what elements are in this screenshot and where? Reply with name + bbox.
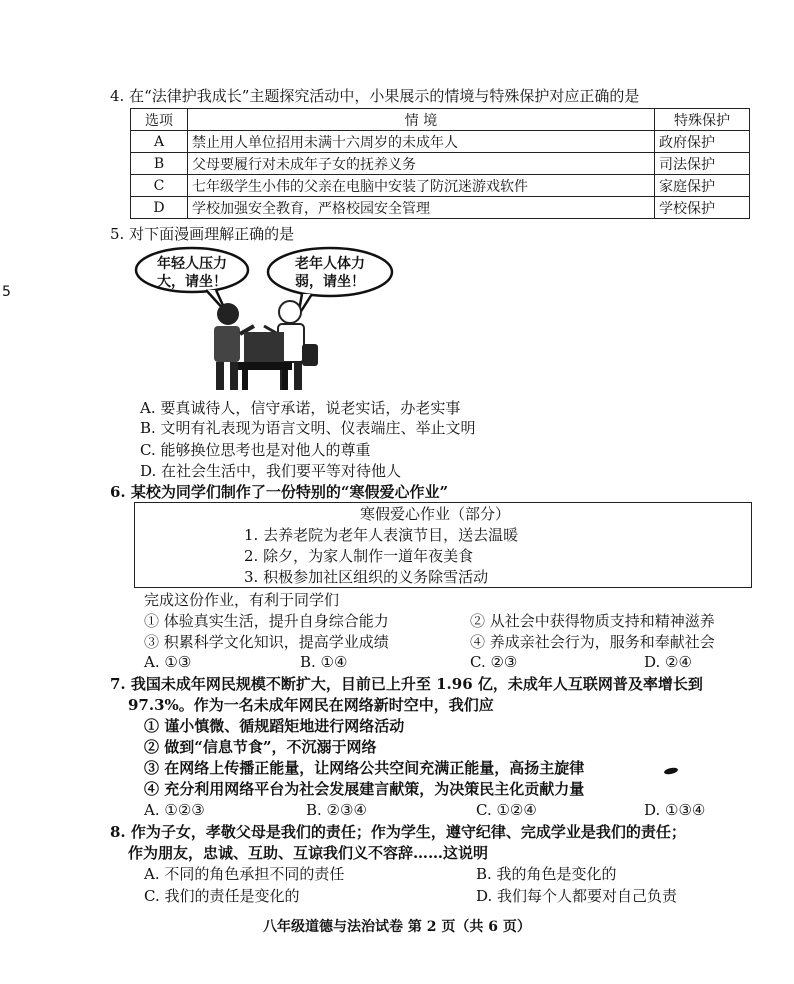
table-cell: 七年级学生小伟的父亲在电脑中安装了防沉迷游戏软件 bbox=[188, 175, 655, 197]
table-cell: 学校保护 bbox=[655, 197, 750, 219]
margin-mark: 5 bbox=[2, 284, 11, 300]
q5-option-d: D. 在社会生活中，我们要平等对待他人 bbox=[140, 462, 402, 480]
table-row bbox=[131, 153, 750, 175]
q7-choice-c: C. ①②④ bbox=[476, 801, 537, 819]
q7-choice-a: A. ①②③ bbox=[144, 801, 205, 819]
q6-item-3: ③ 积累科学文化知识，提高学业成绩 bbox=[144, 633, 389, 651]
table-cell: A bbox=[131, 131, 188, 153]
q6-choice-d: D. ②④ bbox=[644, 653, 692, 671]
q6-item-4: ④ 养成亲社会行为，服务和奉献社会 bbox=[470, 633, 715, 651]
table-cell: 政府保护 bbox=[655, 131, 750, 153]
right-speech-bubble bbox=[274, 255, 386, 291]
q7-item-2: ② 做到“信息节食”，不沉溺于网络 bbox=[144, 738, 377, 756]
q7-stem-line2: 97.3%。作为一名未成年网民在网络新时空中，我们应 bbox=[128, 696, 494, 714]
table-cell: 禁止用人单位招用未满十六周岁的未成年人 bbox=[188, 131, 655, 153]
q6-choice-b: B. ①④ bbox=[300, 653, 348, 671]
q7-item-4: ④ 充分利用网络平台为社会发展建言献策，为决策民主化贡献力量 bbox=[144, 780, 585, 798]
q5-option-c: C. 能够换位思考也是对他人的尊重 bbox=[140, 441, 371, 459]
q8-option-d: D. 我们每个人都要对自己负责 bbox=[476, 887, 678, 905]
q6-choice-a: A. ①③ bbox=[144, 653, 192, 671]
q7-stem-line1: 7. 我国未成年网民规模不断扩大，目前已上升至 1.96 亿，未成年人互联网普及率增长到 bbox=[110, 675, 703, 693]
q5-option-b: B. 文明有礼表现为语言文明、仪表端庄、举止文明 bbox=[140, 419, 476, 437]
q6-item-1: ① 体验真实生活，提升自身综合能力 bbox=[144, 612, 389, 630]
page-footer: 八年级道德与法治试卷 第 2 页（共 6 页） bbox=[263, 919, 531, 935]
q8-stem-line1: 8. 作为子女，孝敬父母是我们的责任；作为学生，遵守纪律、完成学业是我们的责任； bbox=[110, 823, 686, 841]
q6-stem: 6. 某校为同学们制作了一份特别的“寒假爱心作业” bbox=[110, 483, 449, 501]
table-cell: B bbox=[131, 153, 188, 175]
q4-table bbox=[130, 108, 750, 219]
table-cell: 司法保护 bbox=[655, 153, 750, 175]
q7-choice-d: D. ①③④ bbox=[644, 801, 706, 819]
q5-option-a: A. 要真诚待人，信守承诺，说老实话，办老实事 bbox=[140, 399, 461, 417]
table-cell: D bbox=[131, 197, 188, 219]
q4-stem: 4. 在“法律护我成长”主题探究活动中，小果展示的情境与特殊保护对应正确的是 bbox=[110, 87, 640, 105]
homework-item: 3. 积极参加社区组织的义务除雪活动 bbox=[244, 568, 489, 586]
table-header-scenario: 情 境 bbox=[188, 109, 655, 131]
bubble-line: 老年人体力 bbox=[295, 256, 365, 272]
table-header-row bbox=[131, 109, 750, 131]
q5-stem: 5. 对下面漫画理解正确的是 bbox=[110, 225, 295, 243]
bubble-line: 弱，请坐！ bbox=[295, 274, 365, 290]
homework-box-title: 寒假爱心作业（部分） bbox=[360, 505, 511, 523]
left-speech-bubble bbox=[140, 255, 244, 291]
table-header-protection: 特殊保护 bbox=[655, 109, 750, 131]
table-header-option: 选项 bbox=[131, 109, 188, 131]
table-row bbox=[131, 131, 750, 153]
homework-item: 2. 除夕，为家人制作一道年夜美食 bbox=[244, 547, 474, 565]
q8-option-c: C. 我们的责任是变化的 bbox=[144, 887, 300, 905]
table-cell: 父母要履行对未成年子女的抚养义务 bbox=[188, 153, 655, 175]
bubble-line: 年轻人压力 bbox=[157, 256, 227, 272]
q7-choice-b: B. ②③④ bbox=[306, 801, 367, 819]
table-cell: C bbox=[131, 175, 188, 197]
ink-smudge bbox=[664, 767, 679, 776]
table-row bbox=[131, 175, 750, 197]
q8-stem-line2: 作为朋友，忠诚、互助、互谅我们义不容辞……这说明 bbox=[128, 844, 489, 862]
table-cell: 学校加强安全教育，严格校园安全管理 bbox=[188, 197, 655, 219]
q6-lead: 完成这份作业，有利于同学们 bbox=[144, 591, 340, 609]
q8-option-b: B. 我的角色是变化的 bbox=[476, 865, 617, 883]
q8-option-a: A. 不同的角色承担不同的责任 bbox=[144, 865, 345, 883]
homework-item: 1. 去养老院为老年人表演节目，送去温暖 bbox=[244, 526, 519, 544]
q7-item-3: ③ 在网络上传播正能量，让网络公共空间充满正能量，高扬主旋律 bbox=[144, 759, 585, 777]
q6-item-2: ② 从社会中获得物质支持和精神滋养 bbox=[470, 612, 715, 630]
table-row bbox=[131, 197, 750, 219]
q6-choice-c: C. ②③ bbox=[470, 653, 518, 671]
q7-item-1: ① 谨小慎微、循规蹈矩地进行网络活动 bbox=[144, 717, 405, 735]
table-cell: 家庭保护 bbox=[655, 175, 750, 197]
bubble-line: 大，请坐！ bbox=[157, 274, 227, 290]
